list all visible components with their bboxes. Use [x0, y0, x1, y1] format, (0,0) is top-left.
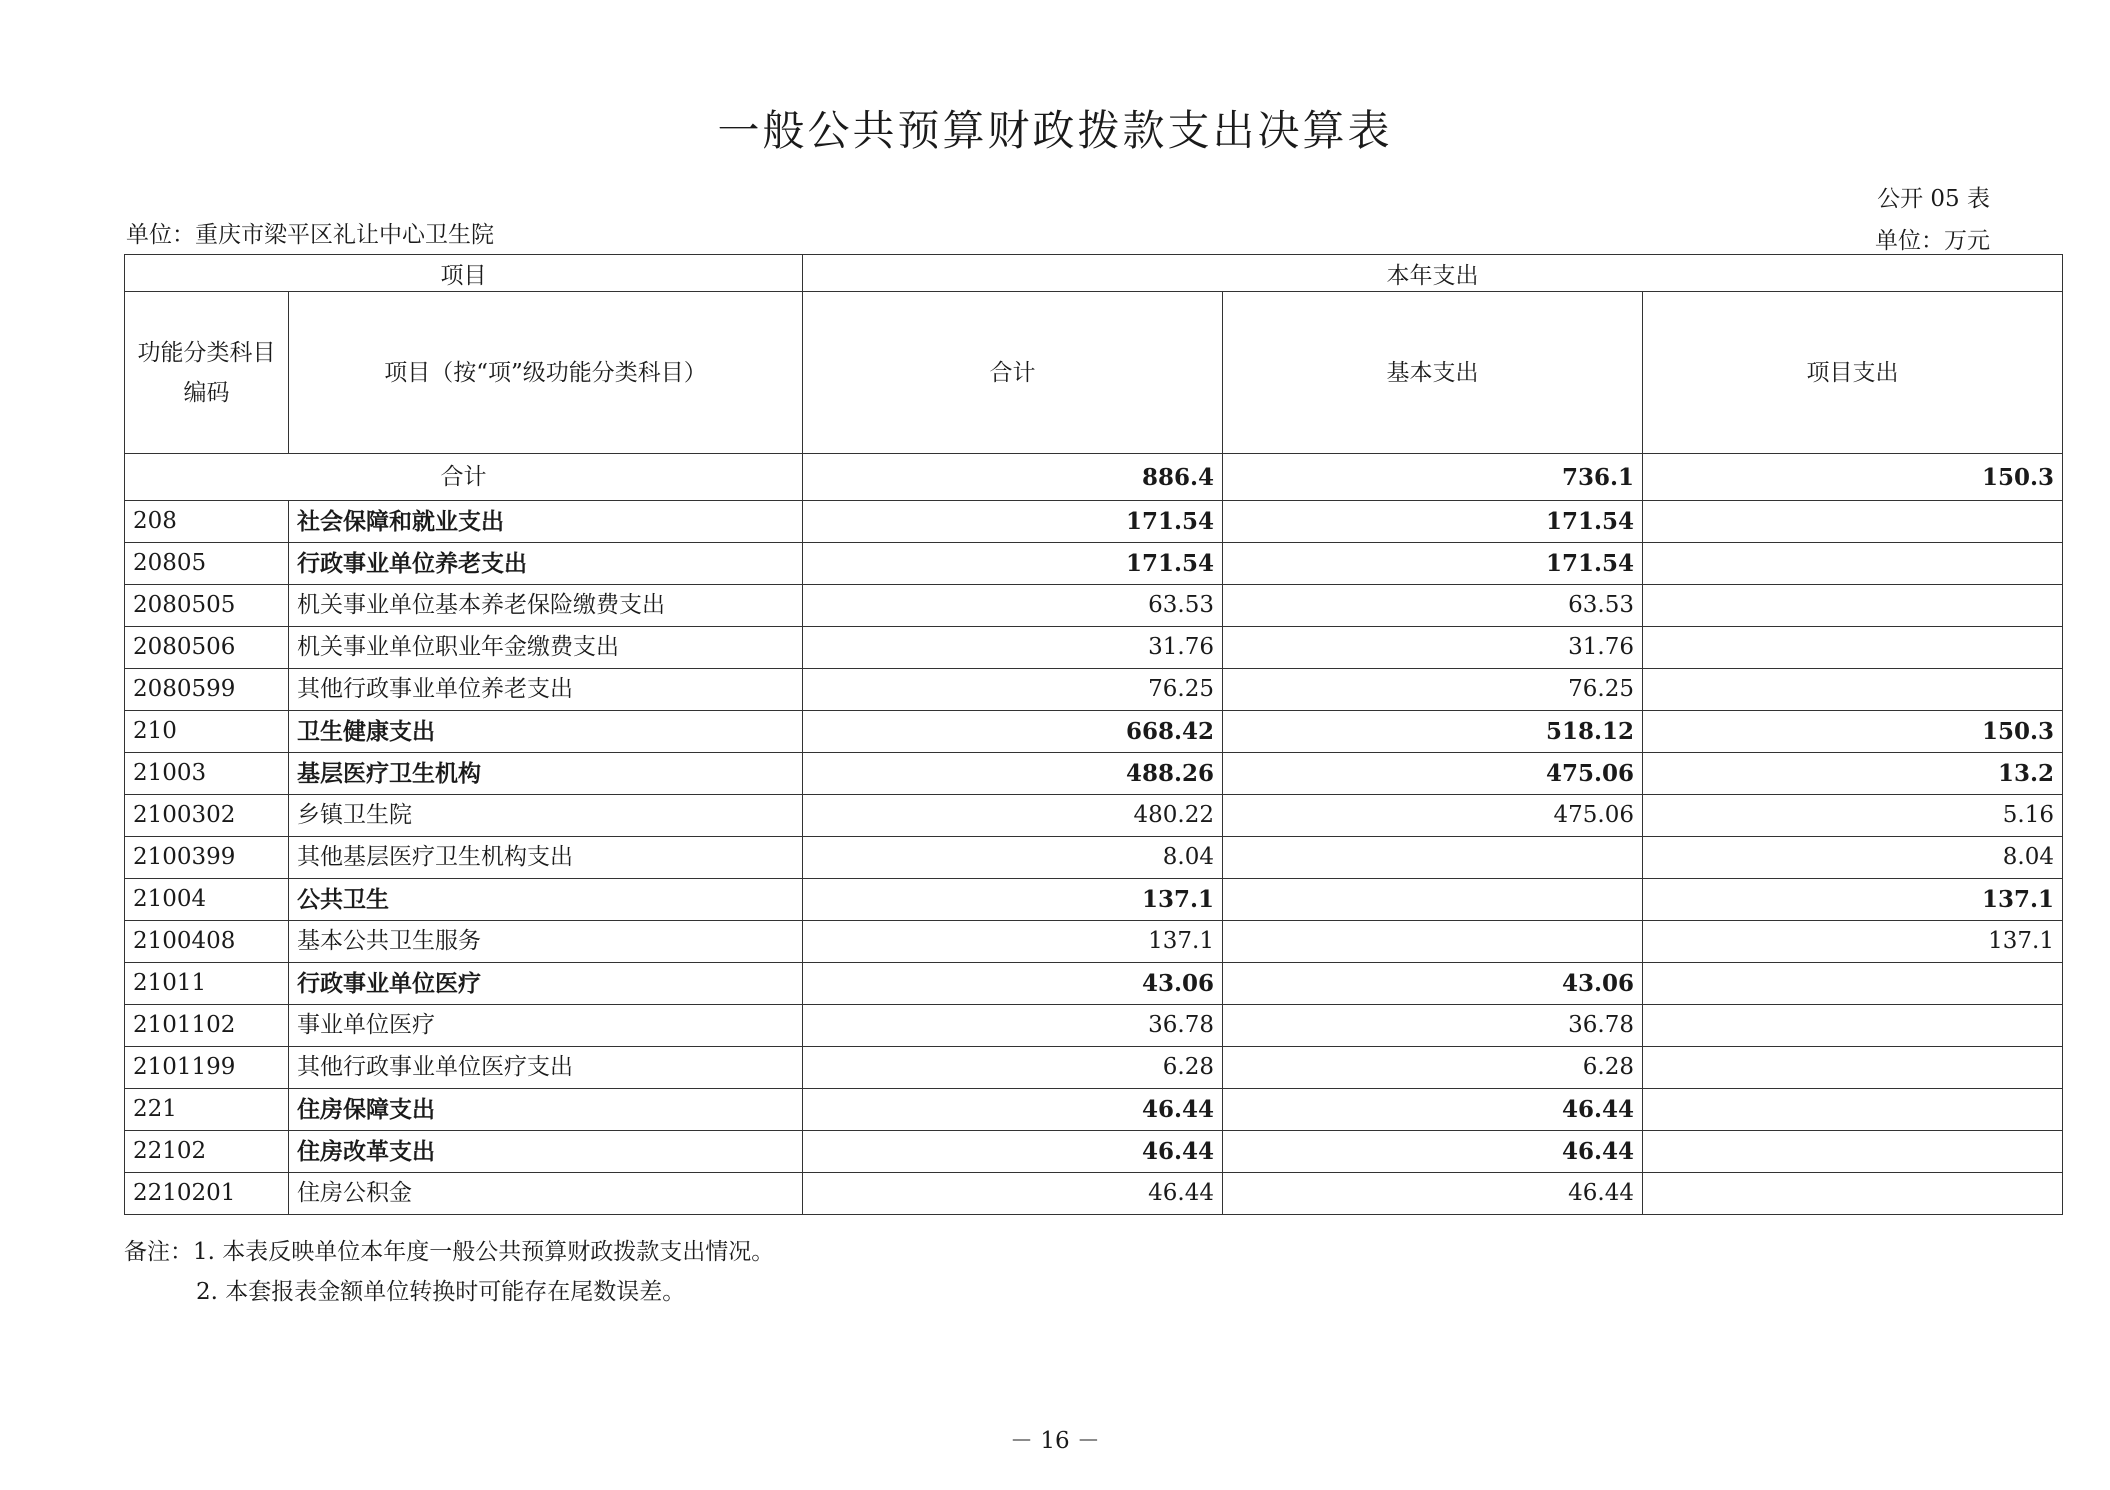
row-project: 8.04 — [1643, 837, 2063, 879]
row-basic — [1223, 837, 1643, 879]
table-row — [125, 501, 2063, 543]
row-code: 2100399 — [125, 837, 289, 879]
table-row — [125, 711, 2063, 753]
row-name: 机关事业单位职业年金缴费支出 — [289, 627, 803, 669]
row-total: 6.28 — [803, 1047, 1223, 1089]
row-code: 2080506 — [125, 627, 289, 669]
note-2: 2. 本套报表金额单位转换时可能存在尾数误差。 — [196, 1279, 686, 1305]
row-code: 2101102 — [125, 1005, 289, 1047]
header-code — [125, 292, 289, 454]
row-code: 2080505 — [125, 585, 289, 627]
row-project — [1643, 585, 2063, 627]
row-name: 机关事业单位基本养老保险缴费支出 — [289, 585, 803, 627]
table-row — [125, 795, 2063, 837]
row-basic: 46.44 — [1223, 1173, 1643, 1215]
total-basic: 736.1 — [1223, 454, 1643, 501]
table-row — [125, 1089, 2063, 1131]
row-code: 20805 — [125, 543, 289, 585]
row-project — [1643, 1089, 2063, 1131]
row-name: 住房保障支出 — [289, 1089, 803, 1131]
row-total: 171.54 — [803, 543, 1223, 585]
row-basic — [1223, 879, 1643, 921]
total-project: 150.3 — [1643, 454, 2063, 501]
header-row-2 — [125, 292, 2063, 454]
row-total: 480.22 — [803, 795, 1223, 837]
row-total: 137.1 — [803, 879, 1223, 921]
row-total: 46.44 — [803, 1173, 1223, 1215]
notes — [124, 1232, 774, 1312]
table-row — [125, 1173, 2063, 1215]
row-total: 488.26 — [803, 753, 1223, 795]
table-row — [125, 1047, 2063, 1089]
row-total: 36.78 — [803, 1005, 1223, 1047]
row-total: 137.1 — [803, 921, 1223, 963]
table-row — [125, 669, 2063, 711]
page-number: － 16 － — [1010, 1428, 1100, 1454]
table-row — [125, 921, 2063, 963]
row-total: 46.44 — [803, 1089, 1223, 1131]
table-row — [125, 879, 2063, 921]
row-name: 其他行政事业单位医疗支出 — [289, 1047, 803, 1089]
row-project — [1643, 501, 2063, 543]
row-project — [1643, 627, 2063, 669]
expenditure-table — [124, 254, 2063, 1215]
table-row — [125, 1131, 2063, 1173]
row-total: 668.42 — [803, 711, 1223, 753]
table-row — [125, 627, 2063, 669]
note-1: 备注：1. 本表反映单位本年度一般公共预算财政拨款支出情况。 — [124, 1239, 775, 1265]
row-project — [1643, 543, 2063, 585]
row-code: 221 — [125, 1089, 289, 1131]
row-basic: 46.44 — [1223, 1131, 1643, 1173]
row-basic: 6.28 — [1223, 1047, 1643, 1089]
row-basic: 36.78 — [1223, 1005, 1643, 1047]
row-name: 基本公共卫生服务 — [289, 921, 803, 963]
row-total: 171.54 — [803, 501, 1223, 543]
row-project — [1643, 1173, 2063, 1215]
row-total: 46.44 — [803, 1131, 1223, 1173]
row-basic: 46.44 — [1223, 1089, 1643, 1131]
row-name: 卫生健康支出 — [289, 711, 803, 753]
row-code: 208 — [125, 501, 289, 543]
currency-unit: 单位：万元 — [1875, 228, 1990, 254]
row-name: 公共卫生 — [289, 879, 803, 921]
row-basic: 171.54 — [1223, 543, 1643, 585]
table-row — [125, 753, 2063, 795]
row-code: 21004 — [125, 879, 289, 921]
row-project: 137.1 — [1643, 879, 2063, 921]
row-name: 其他基层医疗卫生机构支出 — [289, 837, 803, 879]
row-name: 社会保障和就业支出 — [289, 501, 803, 543]
row-name: 行政事业单位医疗 — [289, 963, 803, 1005]
header-basic: 基本支出 — [1223, 292, 1643, 454]
header-this-year: 本年支出 — [803, 255, 2063, 292]
row-code: 2210201 — [125, 1173, 289, 1215]
row-code: 2080599 — [125, 669, 289, 711]
row-total: 76.25 — [803, 669, 1223, 711]
table-row — [125, 963, 2063, 1005]
row-basic: 43.06 — [1223, 963, 1643, 1005]
row-total: 31.76 — [803, 627, 1223, 669]
row-code: 22102 — [125, 1131, 289, 1173]
row-name: 事业单位医疗 — [289, 1005, 803, 1047]
row-project — [1643, 963, 2063, 1005]
header-project-expense: 项目支出 — [1643, 292, 2063, 454]
header-row-1 — [125, 255, 2063, 292]
row-basic: 31.76 — [1223, 627, 1643, 669]
row-basic: 76.25 — [1223, 669, 1643, 711]
row-project: 5.16 — [1643, 795, 2063, 837]
row-project: 137.1 — [1643, 921, 2063, 963]
row-code: 21011 — [125, 963, 289, 1005]
row-basic: 475.06 — [1223, 753, 1643, 795]
row-total: 63.53 — [803, 585, 1223, 627]
total-row — [125, 454, 2063, 501]
header-code-line1: 功能分类科目 — [137, 339, 276, 366]
row-total: 43.06 — [803, 963, 1223, 1005]
row-project — [1643, 1005, 2063, 1047]
page-title: 一般公共预算财政拨款支出决算表 — [717, 106, 1393, 155]
table-id: 公开 05 表 — [1877, 186, 1990, 212]
header-code-line2: 编码 — [183, 379, 230, 406]
row-basic — [1223, 921, 1643, 963]
row-project — [1643, 1047, 2063, 1089]
row-name: 其他行政事业单位养老支出 — [289, 669, 803, 711]
row-code: 210 — [125, 711, 289, 753]
row-code: 2101199 — [125, 1047, 289, 1089]
row-project: 13.2 — [1643, 753, 2063, 795]
row-project — [1643, 1131, 2063, 1173]
total-label: 合计 — [125, 454, 803, 501]
row-name: 行政事业单位养老支出 — [289, 543, 803, 585]
row-project: 150.3 — [1643, 711, 2063, 753]
header-project: 项目 — [125, 255, 803, 292]
row-name: 住房改革支出 — [289, 1131, 803, 1173]
row-total: 8.04 — [803, 837, 1223, 879]
table-row — [125, 585, 2063, 627]
row-basic: 171.54 — [1223, 501, 1643, 543]
header-total: 合计 — [803, 292, 1223, 454]
header-name: 项目（按“项”级功能分类科目） — [289, 292, 803, 454]
row-code: 2100302 — [125, 795, 289, 837]
row-name: 住房公积金 — [289, 1173, 803, 1215]
row-basic: 518.12 — [1223, 711, 1643, 753]
row-basic: 63.53 — [1223, 585, 1643, 627]
total-amount: 886.4 — [803, 454, 1223, 501]
table-row — [125, 543, 2063, 585]
table-row — [125, 837, 2063, 879]
row-code: 2100408 — [125, 921, 289, 963]
reporting-unit: 单位：重庆市梁平区礼让中心卫生院 — [126, 222, 494, 248]
row-basic: 475.06 — [1223, 795, 1643, 837]
row-name: 乡镇卫生院 — [289, 795, 803, 837]
row-project — [1643, 669, 2063, 711]
row-name: 基层医疗卫生机构 — [289, 753, 803, 795]
table-row — [125, 1005, 2063, 1047]
row-code: 21003 — [125, 753, 289, 795]
